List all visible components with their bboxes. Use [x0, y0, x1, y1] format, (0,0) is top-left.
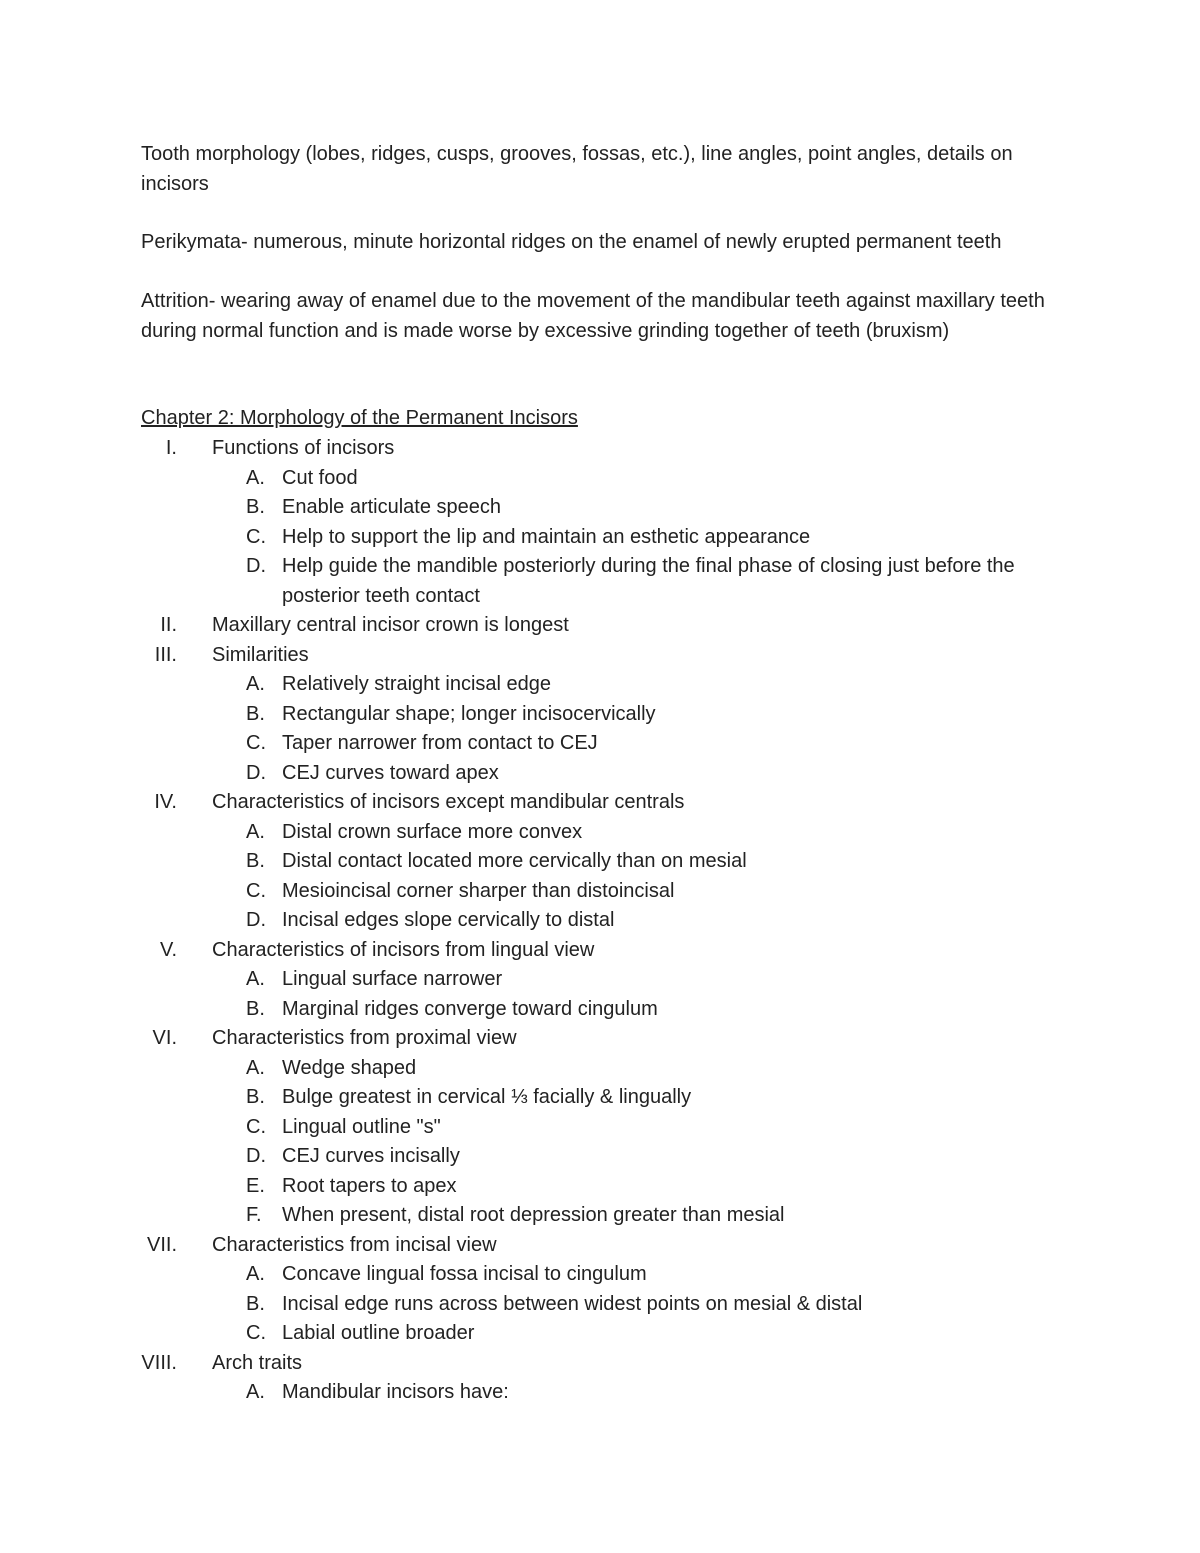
item-letter: B. — [246, 1292, 265, 1315]
item-letter: C. — [246, 732, 266, 754]
item-letter: B. — [246, 702, 265, 725]
item-text: Lingual surface narrower — [282, 968, 503, 990]
section-number: VIII. — [141, 1351, 177, 1374]
outline-section — [0, 641, 1200, 671]
item-letter: B. — [246, 997, 265, 1020]
item-text: Incisal edges slope cervically to distal — [282, 909, 615, 931]
outline-section — [0, 611, 1200, 641]
item-letter: E. — [246, 1174, 265, 1197]
outline-item — [0, 759, 1200, 789]
outline-item — [0, 1201, 1200, 1231]
item-letter: A. — [246, 1381, 265, 1403]
section-number: VII. — [146, 1233, 177, 1256]
item-text: Labial outline broader — [282, 1322, 475, 1344]
outline-section — [0, 1024, 1200, 1054]
section-heading: Maxillary central incisor crown is longest — [212, 614, 569, 636]
chapter-title: Chapter 2: Morphology of the Permanent Incisors — [141, 407, 578, 429]
item-text: Concave lingual fossa incisal to cingulum — [282, 1263, 647, 1285]
outline-item — [0, 1172, 1200, 1202]
item-text: Rectangular shape; longer incisocervically — [282, 702, 656, 725]
item-text: Bulge greatest in cervical ⅓ facially & lingually — [282, 1086, 692, 1108]
section-heading: Functions of incisors — [212, 437, 395, 459]
item-text: Distal crown surface more convex — [282, 820, 583, 843]
section-heading: Arch traits — [212, 1351, 303, 1374]
item-letter: A. — [246, 673, 265, 695]
outline-item — [0, 1260, 1200, 1290]
item-text: Help to support the lip and maintain an esthetic appearance — [282, 525, 811, 548]
item-text: CEJ curves incisally — [282, 1145, 460, 1167]
outline-item — [0, 877, 1200, 907]
section-number: III. — [154, 643, 177, 666]
definition-perikymata: Perikymata- numerous, minute horizontal ridges on the enamel of newly erupted permanent teeth — [141, 231, 1002, 253]
item-letter: D. — [246, 1145, 266, 1167]
section-heading: Characteristics from incisal view — [212, 1233, 497, 1256]
outline-item — [0, 1319, 1200, 1349]
item-letter: C. — [246, 1322, 266, 1344]
outline-item — [0, 995, 1200, 1025]
definition-attrition: Attrition- wearing away of enamel due to the movement of the mandibular teeth against maxillary teeth during normal function and is made worse by excessive grinding together of teeth (bruxism) — [141, 290, 1045, 342]
outline-section — [0, 788, 1200, 818]
section-number: VI. — [152, 1027, 177, 1049]
outline-item — [0, 1054, 1200, 1084]
outline-item — [0, 464, 1200, 494]
item-letter: A. — [246, 820, 265, 843]
item-letter: C. — [246, 879, 266, 902]
outline-list — [0, 434, 1200, 1408]
item-text: Help guide the mandible posteriorly during the final phase of closing just before the posterior teeth contact — [282, 555, 1015, 607]
outline-section — [0, 434, 1200, 464]
outline-item — [0, 493, 1200, 523]
section-heading: Characteristics from proximal view — [212, 1027, 517, 1049]
item-text: CEJ curves toward apex — [282, 761, 499, 784]
outline-item — [0, 700, 1200, 730]
outline-item — [0, 965, 1200, 995]
outline-section — [0, 1349, 1200, 1379]
item-letter: D. — [246, 909, 266, 931]
item-text: When present, distal root depression greater than mesial — [282, 1204, 785, 1226]
item-text: Marginal ridges converge toward cingulum — [282, 997, 658, 1020]
outline-item — [0, 552, 1200, 611]
outline-item — [0, 523, 1200, 553]
item-text: Mesioincisal corner sharper than distoincisal — [282, 879, 675, 902]
section-heading: Similarities — [212, 643, 309, 666]
section-number: I. — [165, 437, 177, 459]
item-text: Distal contact located more cervically than on mesial — [282, 850, 747, 872]
item-text: Incisal edge runs across between widest points on mesial & distal — [282, 1292, 863, 1315]
outline-item — [0, 1378, 1200, 1408]
section-number: V. — [159, 938, 177, 961]
item-letter: C. — [246, 525, 266, 548]
item-letter: B. — [246, 496, 265, 518]
item-letter: C. — [246, 1115, 266, 1138]
outline-item — [0, 1083, 1200, 1113]
outline-item — [0, 1113, 1200, 1143]
item-letter: A. — [246, 968, 265, 990]
item-text: Lingual outline "s" — [282, 1115, 441, 1138]
item-text: Taper narrower from contact to CEJ — [282, 732, 598, 754]
outline-item — [0, 670, 1200, 700]
outline-item — [0, 847, 1200, 877]
item-letter: A. — [246, 1263, 265, 1285]
outline-item — [0, 729, 1200, 759]
item-letter: B. — [246, 1086, 265, 1108]
item-text: Relatively straight incisal edge — [282, 673, 552, 695]
outline-section — [0, 1231, 1200, 1261]
item-letter: A. — [246, 466, 265, 489]
item-text: Wedge shaped — [282, 1056, 417, 1079]
item-letter: F. — [246, 1204, 262, 1226]
outline-item — [0, 1290, 1200, 1320]
item-text: Root tapers to apex — [282, 1174, 457, 1197]
outline-item — [0, 1142, 1200, 1172]
section-number: II. — [160, 614, 177, 636]
section-heading: Characteristics of incisors from lingual view — [212, 938, 595, 961]
item-letter: A. — [246, 1056, 265, 1079]
item-letter: D. — [246, 761, 266, 784]
item-text: Enable articulate speech — [282, 496, 502, 518]
intro-paragraph: Tooth morphology (lobes, ridges, cusps, grooves, fossas, etc.), line angles, point angles, details on incisors — [141, 143, 1013, 195]
section-number: IV. — [154, 791, 177, 813]
item-letter: B. — [246, 850, 265, 872]
outline-item — [0, 906, 1200, 936]
outline-item — [0, 818, 1200, 848]
item-text: Mandibular incisors have: — [282, 1381, 509, 1403]
item-letter: D. — [246, 555, 266, 577]
item-text: Cut food — [282, 466, 358, 489]
section-heading: Characteristics of incisors except mandibular centrals — [212, 791, 685, 813]
outline-section — [0, 936, 1200, 966]
